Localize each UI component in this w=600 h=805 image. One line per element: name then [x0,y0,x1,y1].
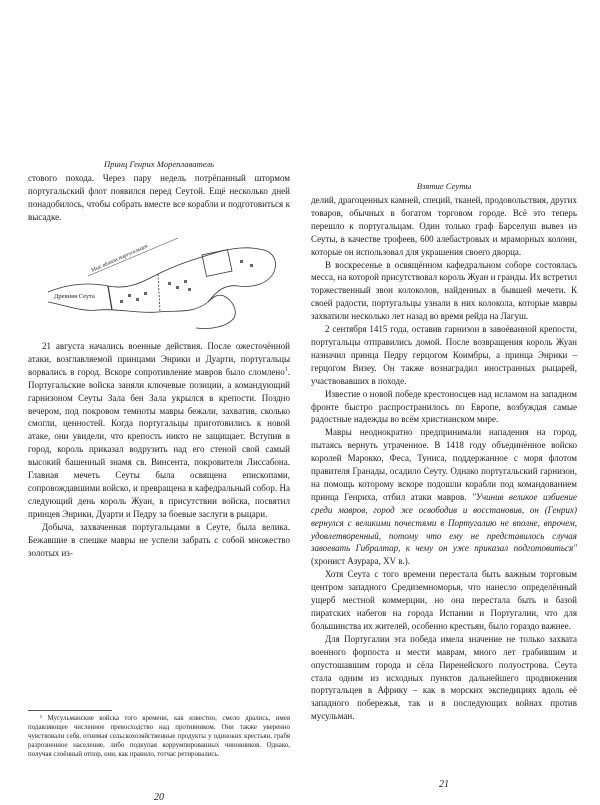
left-top-paragraph-block [28,172,290,224]
left-paragraph-2: Добыча, захваченная португальцами в Сеуте, была велика. Бежавшие в спешке мавры не успели забрать с собой множество золотых из- [28,521,290,558]
map-fortress [202,250,232,277]
footnote-divider [28,710,112,711]
left-paragraph-top: стового похода. Через пару недель потрёпанный штормом португальский флот появился перед Сеутой. Ещё несколько дней понадобилось, чтобы собрать вместе все корабли и подготовиться к высадке. [28,173,290,222]
left-page-number: 20 [154,792,164,803]
right-running-head: Взятие Сеуты [416,181,472,191]
map-road-line [88,238,178,276]
right-paragraph-2: 2 сентября 1415 года, оставив гарнизон в завоёванной крепости, португальцы отправились домой. После возвращения король Жуан назначил принца Педру герцогом Коимбры, а принца Энрики – герцогом Визеу. Он также вознаградил иностранных рыцарей, участвовавших в походе. [311,324,577,386]
footnote-text: ¹ Мусульманские войска того времени, как известно, смело дрались, имея подавляющее численное превосходство над противником. Они также уверенно чувствовали себя, отнимая сельскохозяйственные продукты у одиноких крестьян, грабя разрозненное население, либо подкупая коррумпированных чиновников. Однако, получая слоённый отпор, они, как правило, тотчас ретировались. [28,715,290,758]
footnote [28,714,290,759]
footnote-reference[interactable]: 1 [284,366,288,373]
right-main-text [311,194,577,723]
right-paragraph-3: Известие о новой победе крестоносцев над исламом на западном фронте быстро распространилось по Европе, возбуждая самые радостные надежды во всём христианском мире. [311,388,577,425]
map-label-old-ceuta: Древняя Сеута [54,293,95,300]
map-coastline-south [48,295,235,328]
right-page-number: 21 [439,779,449,790]
left-main-text [28,340,290,559]
map-isthmus-wall [108,286,112,310]
map-label-isthmus: Мыс вблизи португальцев [90,243,149,274]
chronicle-quote: "Учинив великое избиение среди мавров, город же освободив и восстановив, он (Генрих) вернулся с великими почестями в Португалию не вполне, впрочем, удовлетворенный, потому что ему не представилось случая завоевать Гибралтар, к чему он уже приказал подготовиться" [311,491,577,554]
left-running-head: Принц Генрих Мореплаватель [103,159,215,169]
right-paragraph-6: Для Португалии эта победа имела значение не только захвата военного форпоста и мести маврам, много лет грабившим и опустошавшим города и сёла Пиренейского полуострова. Сеута стала одним из исходных пунктов дальнейшего продвижения португальцев в Африку – как в морских экспедициях вдоль её западного побережья, так и в последующих войнах против мусульман. [311,633,577,722]
right-paragraph-5: Хотя Сеута с того времени перестала быть важным торговым центром западного Средиземноморья, что нанесло определённый ущерб местной коммерции, но она перестала быть и базой пиратских набегов на города Испании и Португалии, что для большинства их жителей, особенно крестьян, было гораздо важнее. [311,569,577,631]
map-inner-wall [158,274,160,312]
right-paragraph-top: делий, драгоценных камней, специй, тканей, продовольствия, других товаров, обычных в богатом торговом городе. Всё это теперь перешло к португальцам. Один только граф Барселуш вывез из Сеуты, в качестве трофеев, 600 алебастровых и мраморных колонн, которые он использовал для украшения своего дворца. [311,195,577,257]
ceuta-map [28,222,290,334]
left-paragraph-1: 21 августа начались военные действия. После ожесточённой атаки, возглавляемой принцами Энрики и Дуарти, португальцы ворвались в город. Вскоре сопротивление мавров было сломлено$^1$. Португальские войска заняли ключевые позиции, а командующий гарнизоном Сеуты Зала бен Зала укрылся в крепости. Поздно вечером, под покровом темноты мавры бежали, захватив, сколько смогли, ценностей. Когда португальцы приготовились к новой атаке, они увидели, что крепость никто не защищает. Вступив в город, король приказал водрузить над его стеной свой самый высокий башенный знамя св. Винсента, покровителя Лиссабона. Главная мечеть Сеуты была освящена епископами, сопровождавшими войско, и превращена в кафедральный собор. На следующий день король Жуан, в присутствии войска, посвятил принцев Энрики, Дуарти и Педру за боевые заслуги в рыцари. [28,341,290,519]
right-paragraph-1: В воскресенье в освящённом кафедральном соборе состоялась месса, на которой присутствовал король Жуан и гранды. Их встретил торжественный звон колоколов, найденных в бывшей мечети. К своей радости, португальцы узнали в них колокола, которые мавры захватили несколько лет назад во время рейда на Лагуш. [311,259,577,322]
right-paragraph-4: Мавры неоднократно предпринимали нападения на город, пытаясь вернуть утраченное. В 1418 году объединённое войско королей Марокко, Феса, Туниса, поддержанное с моря флотом правителя Гранады, осадило Сеуту. Однако португальский гарнизон, на помощь которому вскоре подошли корабли под командованием принца Генриха, отбил атаки мавров. "Учинив великое избиение среди мавров, город же освободив и восстановив, он (Генрих) вернулся с великими почестями в Португалию не вполне, впрочем, удовлетворенный, потому что ему не представилось случая завоевать Гибралтар, к чему он уже приказал подготовиться" (хронист Азурара, XV в.). [311,427,577,567]
